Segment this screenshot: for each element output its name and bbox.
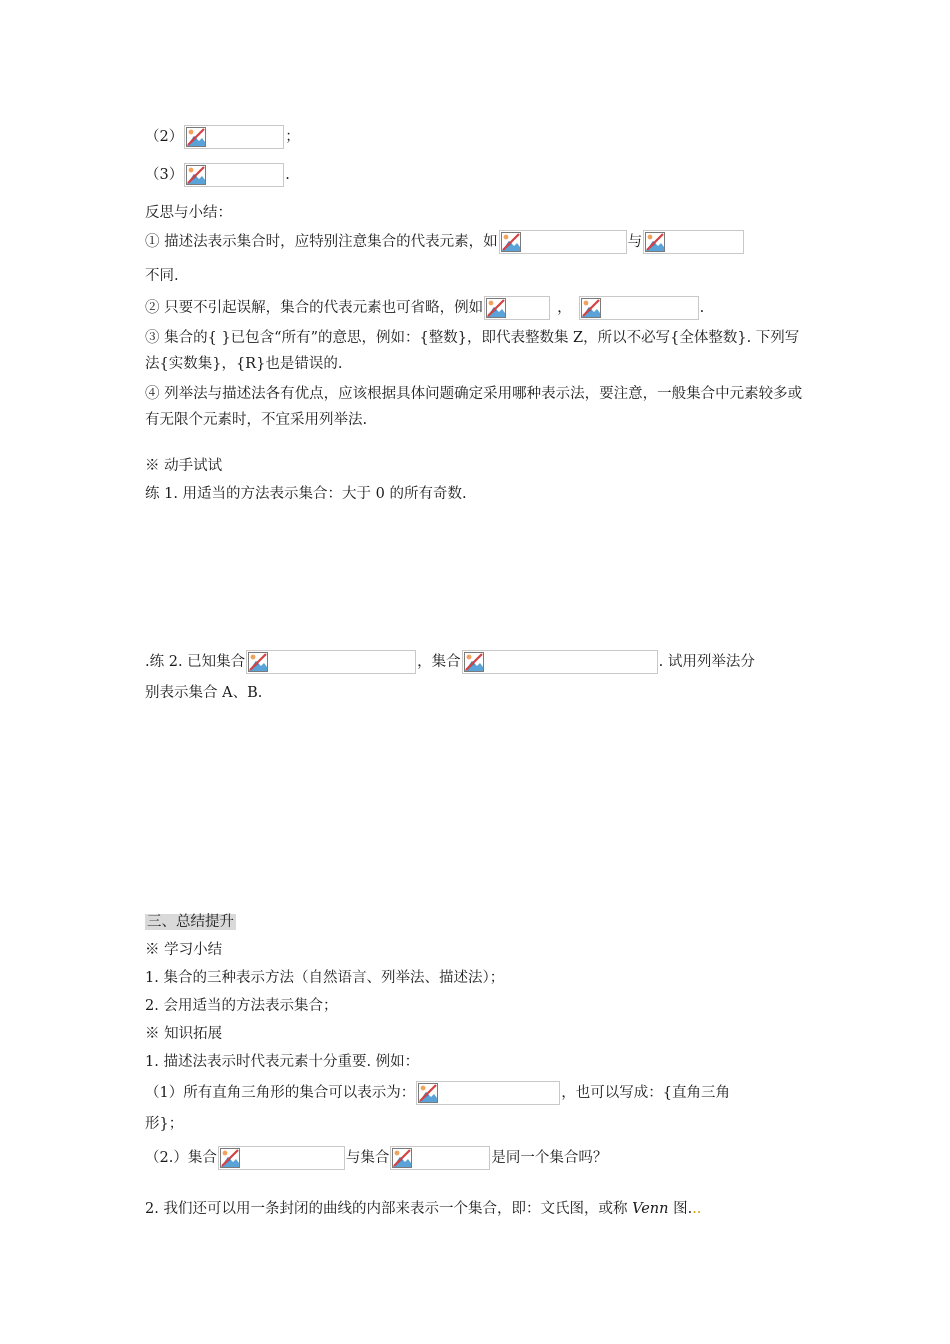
formula-image <box>246 650 416 674</box>
text: 是同一个集合吗？ <box>491 1150 608 1166</box>
reflect-point-2 <box>145 296 704 320</box>
reflect-point-1-cont: 不同. <box>145 268 179 284</box>
text: 2. 我们还可以用一条封闭的曲线的内部来表示一个集合，即：文氏图，或称 <box>145 1201 633 1217</box>
trailing-dots: .. <box>692 1201 702 1217</box>
text: . 试用列举法分 <box>658 654 755 670</box>
broken-image-icon <box>220 1148 240 1168</box>
exercise-1: 练 1. 用适当的方法表示集合：大于 0 的所有奇数. <box>145 486 467 502</box>
broken-image-icon <box>186 127 206 147</box>
formula-image <box>390 1146 490 1170</box>
text: （2.）集合 <box>145 1150 217 1166</box>
try-title: ※ 动手试试 <box>145 458 223 474</box>
text: ， <box>557 300 572 316</box>
broken-image-icon <box>645 232 665 252</box>
broken-image-icon <box>581 298 601 318</box>
formula-image <box>579 296 699 320</box>
formula-image <box>184 163 284 187</box>
formula-image <box>184 125 284 149</box>
text: 图. <box>668 1201 693 1217</box>
broken-image-icon <box>392 1148 412 1168</box>
broken-image-icon <box>464 652 484 672</box>
extension-1: 1. 描述法表示时代表元素十分重要. 例如： <box>145 1054 420 1070</box>
text: . <box>699 300 705 316</box>
formula-image <box>416 1081 560 1105</box>
exercise-2 <box>145 650 755 674</box>
broken-image-icon <box>186 165 206 185</box>
reflect-point-4: ④ 列举法与描述法各有优点，应该根据具体问题确定采用哪种表示法，要注意，一般集合中元素较多或有无限个元素时，不宜采用列举法. <box>145 386 803 428</box>
extension-1-1 <box>145 1081 730 1105</box>
extension-2 <box>145 1199 701 1219</box>
formula-image <box>643 230 744 254</box>
formula-image <box>484 296 550 320</box>
summary-2: 2. 会用适当的方法表示集合； <box>145 998 338 1014</box>
item-number: （2） <box>145 129 184 145</box>
broken-image-icon <box>248 652 268 672</box>
punctuation: ； <box>285 129 300 145</box>
formula-image <box>462 650 658 674</box>
section-3-title <box>145 912 236 932</box>
study-title: ※ 学习小结 <box>145 942 223 958</box>
reflect-title: 反思与小结： <box>145 205 232 221</box>
reflect-point-1 <box>145 230 745 254</box>
punctuation: . <box>285 167 290 183</box>
line-item-2 <box>145 125 300 149</box>
text: 与 <box>627 234 643 250</box>
text: ② 只要不引起误解，集合的代表元素也可省略，例如 <box>145 300 484 316</box>
formula-image <box>499 230 627 254</box>
line-item-3 <box>145 163 290 187</box>
broken-image-icon <box>486 298 506 318</box>
summary-1: 1. 集合的三种表示方法（自然语言、列举法、描述法）； <box>145 970 505 986</box>
extension-1-1-cont: 形}； <box>145 1116 184 1132</box>
text: ① 描述法表示集合时，应特别注意集合的代表元素，如 <box>145 234 498 250</box>
text: ，也可以写成：{直角三角 <box>561 1085 730 1101</box>
item-number: （3） <box>145 167 184 183</box>
text: ，集合 <box>417 654 461 670</box>
venn-term: Venn <box>632 1201 669 1217</box>
section-heading: 三、总结提升 <box>147 914 234 930</box>
text: 别表示集合 A、B. <box>145 685 263 701</box>
exercise-2-cont <box>145 683 262 703</box>
text: .练 2. 已知集合 <box>145 654 246 670</box>
reflect-point-3: ③ 集合的{ }已包含“所有”的意思，例如：{整数}，即代表整数集 Z，所以不必写{全体整数}. 下列写法{实数集}，{R}也是错误的. <box>145 330 800 372</box>
extension-title: ※ 知识拓展 <box>145 1026 223 1042</box>
text: 与集合 <box>345 1150 390 1166</box>
broken-image-icon <box>418 1083 438 1103</box>
extension-1-2 <box>145 1146 607 1170</box>
broken-image-icon <box>501 232 521 252</box>
formula-image <box>218 1146 345 1170</box>
text: （1）所有直角三角形的集合可以表示为： <box>145 1085 416 1101</box>
